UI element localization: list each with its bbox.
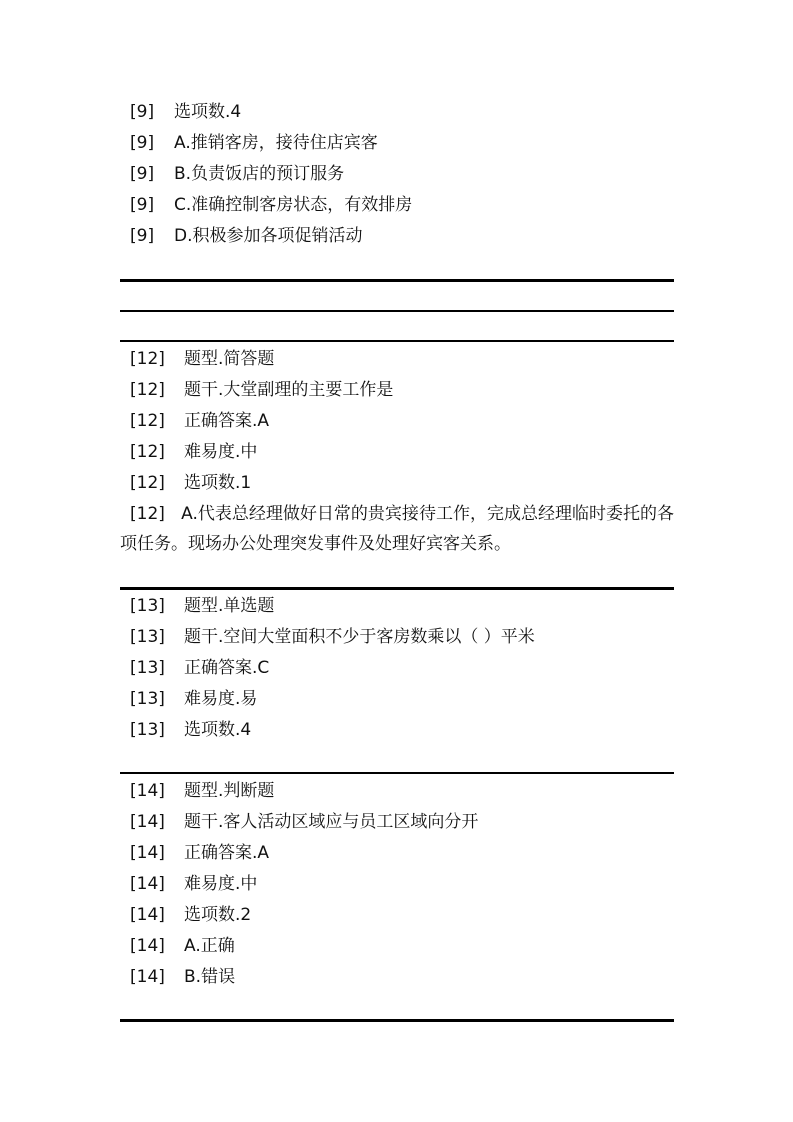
q13-type: 题型.单选题 [184, 596, 275, 616]
q12-answer: 正确答案.A [184, 411, 270, 431]
q14-line-1 [130, 780, 274, 802]
divider [120, 340, 674, 342]
q14-tag: [14] [130, 781, 165, 801]
divider [120, 310, 674, 312]
q9-option-c: C.准确控制客房状态，有效排房 [174, 195, 413, 215]
q9-option-b: B.负责饭店的预订服务 [174, 164, 345, 184]
q14-tag: [14] [130, 812, 165, 832]
q14-line-3 [130, 842, 269, 864]
q14-tag: [14] [130, 843, 165, 863]
q14-difficulty: 难易度.中 [184, 874, 258, 894]
q9-line-3 [130, 163, 344, 185]
q12-tag: [12] [130, 473, 165, 493]
q9-tag: [9] [130, 226, 155, 246]
q13-option-count: 选项数.4 [184, 720, 252, 740]
q12-line-5 [130, 472, 251, 494]
q12-line-4 [130, 441, 257, 463]
q12-stem: 题干.大堂副理的主要工作是 [184, 380, 394, 400]
q14-line-5 [130, 904, 251, 926]
q13-tag: [13] [130, 596, 165, 616]
q9-tag: [9] [130, 195, 155, 215]
q14-option-b: B.错误 [184, 967, 236, 987]
q13-tag: [13] [130, 689, 165, 709]
q9-option-count: 选项数.4 [174, 102, 242, 122]
q13-line-2 [130, 626, 535, 648]
q13-difficulty: 难易度.易 [184, 689, 258, 709]
q13-stem: 题干.空间大堂面积不少于客房数乘以（ ）平米 [184, 627, 535, 647]
q14-answer: 正确答案.A [184, 843, 270, 863]
divider [120, 587, 674, 590]
q14-option-a: A.正确 [184, 936, 235, 956]
q12-tag: [12] [130, 349, 165, 369]
q14-stem: 题干.客人活动区域应与员工区域向分开 [184, 812, 479, 832]
q12-line-2 [130, 379, 393, 401]
q14-line-2 [130, 811, 478, 833]
q9-tag: [9] [130, 102, 155, 122]
divider [120, 279, 674, 282]
q12-tag: [12] [130, 380, 165, 400]
q13-line-5 [130, 719, 251, 741]
q12-option-a: A.代表总经理做好日常的贵宾接待工作，完成总经理临时委托的各项任务。现场办公处理突发事件及处理好宾客关系。 [120, 504, 675, 554]
q12-type: 题型.简答题 [184, 349, 275, 369]
q9-tag: [9] [130, 133, 155, 153]
q12-line-3 [130, 410, 269, 432]
q9-line-5 [130, 225, 363, 247]
q12-option-count: 选项数.1 [184, 473, 252, 493]
q9-line-4 [130, 194, 412, 216]
q9-line-2 [130, 132, 378, 154]
q12-line-1 [130, 348, 274, 370]
q13-line-3 [130, 657, 269, 679]
q14-line-7 [130, 966, 235, 988]
q13-line-1 [130, 595, 274, 617]
q12-tag: [12] [130, 504, 165, 524]
q12-difficulty: 难易度.中 [184, 442, 258, 462]
divider [120, 772, 674, 774]
q14-tag: [14] [130, 936, 165, 956]
q12-option-a-paragraph [120, 499, 674, 559]
q14-tag: [14] [130, 967, 165, 987]
q14-line-4 [130, 873, 257, 895]
q14-tag: [14] [130, 905, 165, 925]
q13-tag: [13] [130, 720, 165, 740]
q14-tag: [14] [130, 874, 165, 894]
q14-line-6 [130, 935, 235, 957]
q9-option-d: D.积极参加各项促销活动 [174, 226, 363, 246]
q9-line-1 [130, 101, 241, 123]
q13-line-4 [130, 688, 257, 710]
q12-tag: [12] [130, 442, 165, 462]
q14-option-count: 选项数.2 [184, 905, 252, 925]
q9-option-a: A.推销客房，接待住店宾客 [174, 133, 378, 153]
q14-type: 题型.判断题 [184, 781, 275, 801]
q13-tag: [13] [130, 627, 165, 647]
q12-tag: [12] [130, 411, 165, 431]
q9-tag: [9] [130, 164, 155, 184]
q13-answer: 正确答案.C [184, 658, 270, 678]
q13-tag: [13] [130, 658, 165, 678]
divider [120, 1019, 674, 1022]
